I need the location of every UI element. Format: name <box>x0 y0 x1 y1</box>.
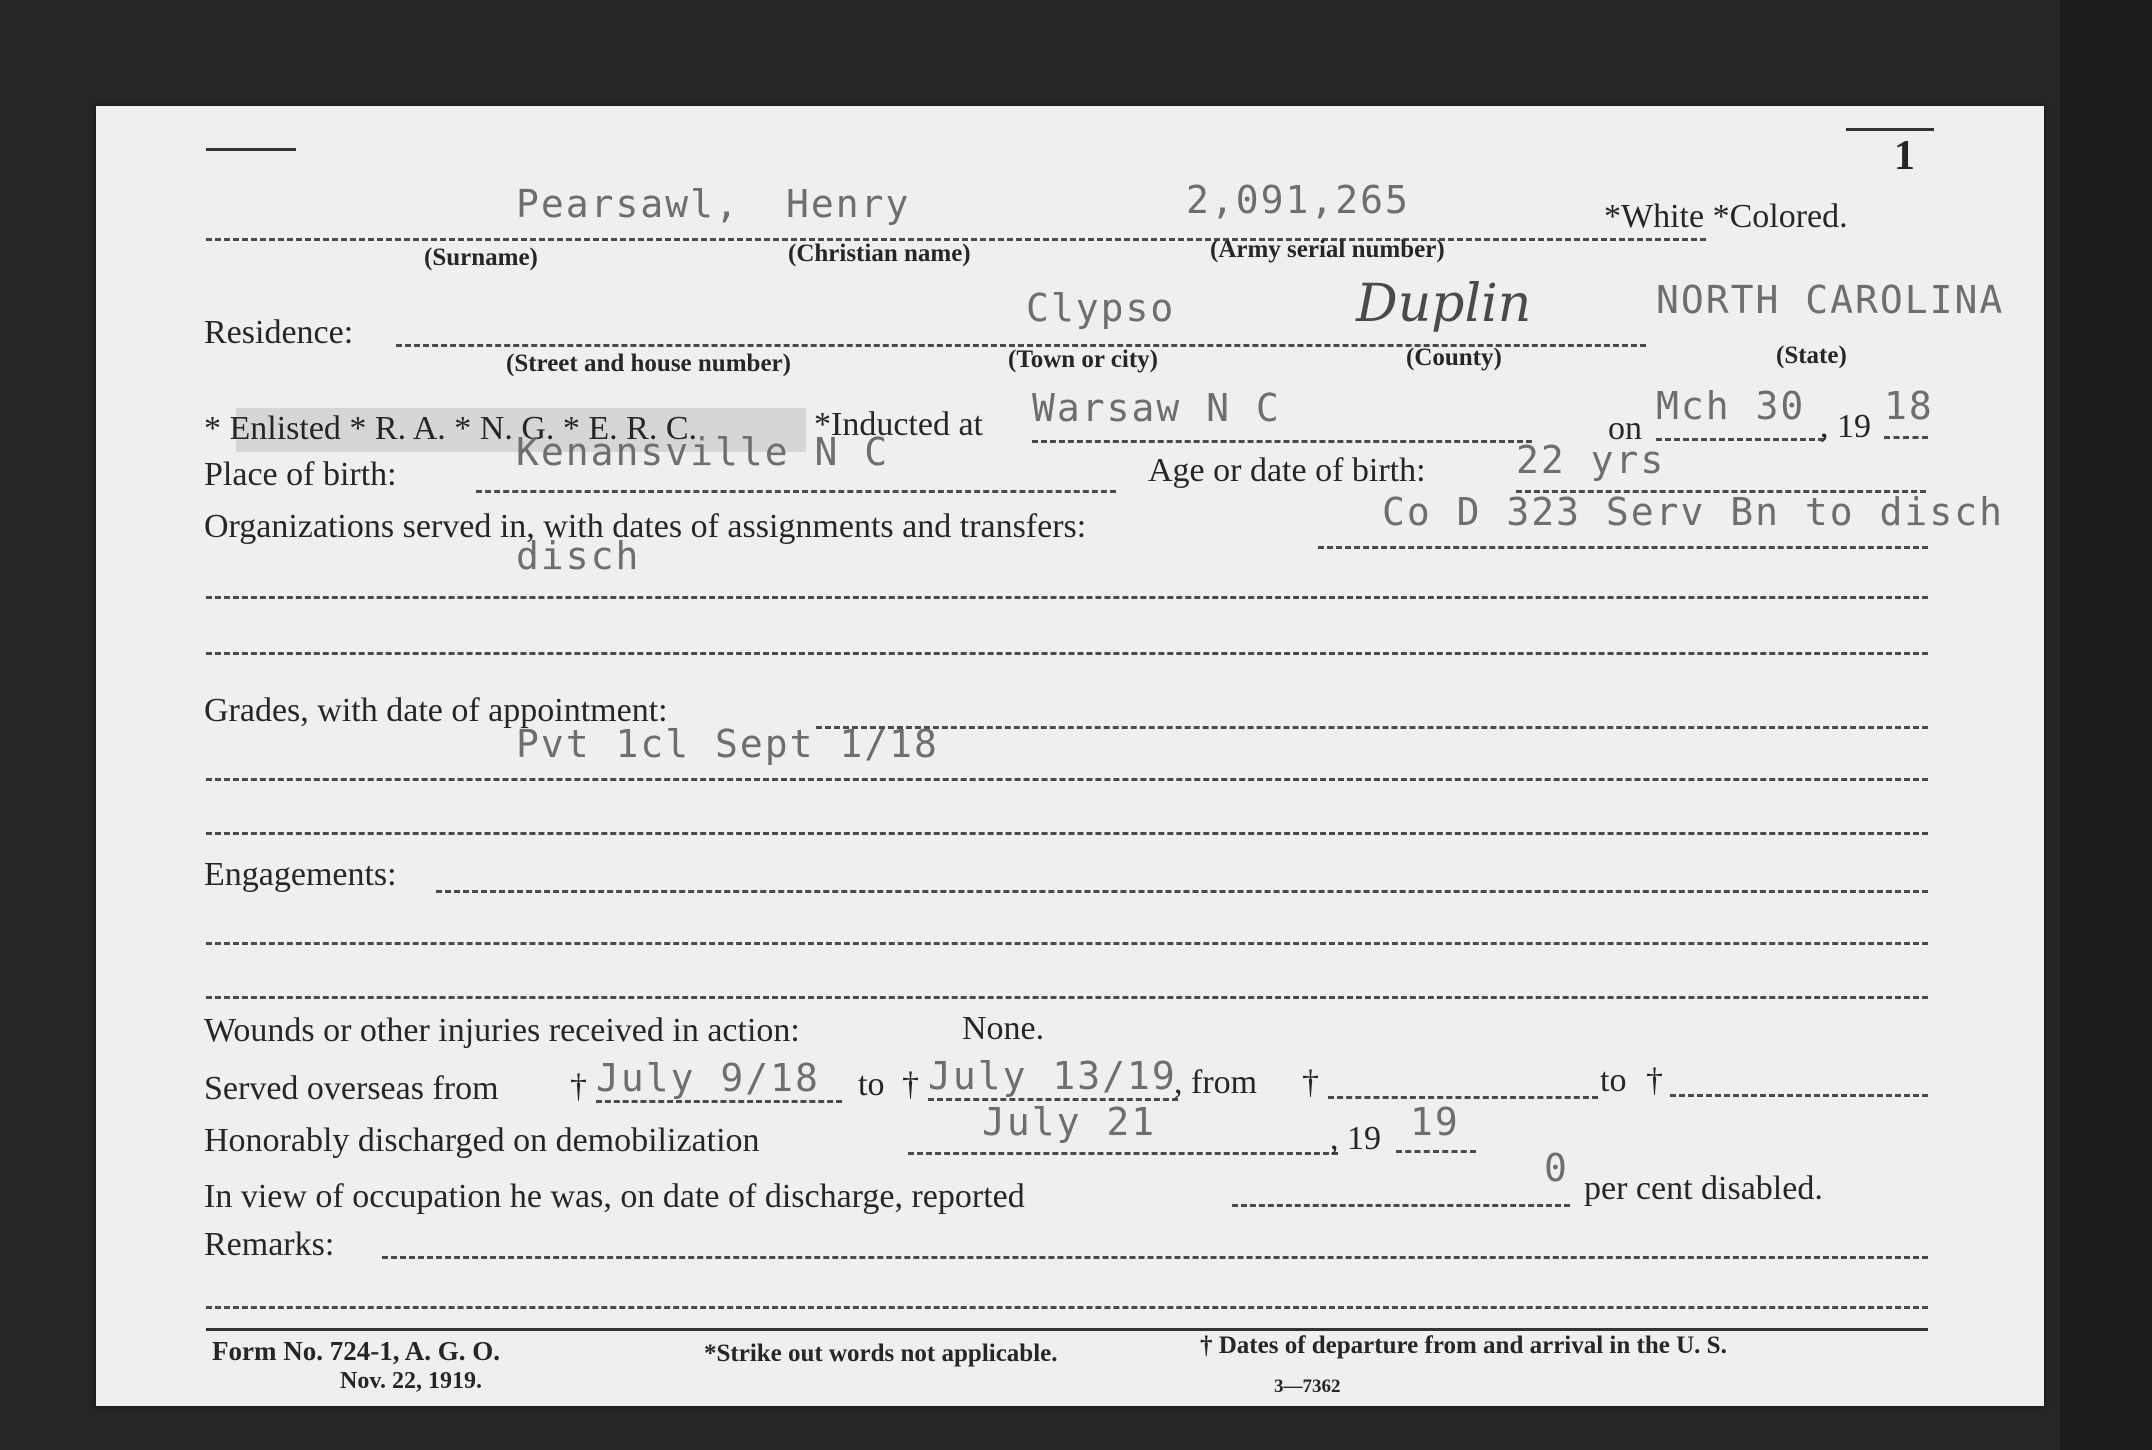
overseas-to-2-line <box>1670 1094 1928 1097</box>
wounds-label: Wounds or other injuries received in action: <box>204 1012 800 1049</box>
induction-year-value: 18 <box>1884 384 1934 428</box>
age-label: Age or date of birth: <box>1148 452 1426 489</box>
overseas-dagger-4: † <box>1646 1062 1663 1099</box>
footer-rule <box>206 1328 1928 1331</box>
induction-year-line <box>1884 436 1928 439</box>
inducted-label: *Inducted at <box>814 406 983 443</box>
discharge-year-value: 19 <box>1410 1100 1460 1144</box>
state-caption: (State) <box>1776 342 1847 369</box>
christian-name-value: Henry <box>786 182 911 226</box>
disability-value: 0 <box>1544 1146 1569 1190</box>
organizations-label: Organizations served in, with dates of assignments and transfers: <box>204 508 1087 545</box>
town-caption: (Town or city) <box>1008 346 1158 373</box>
form-number: Form No. 724-1, A. G. O. <box>212 1336 500 1366</box>
inducted-line <box>1032 440 1532 443</box>
overseas-from-value: July 9/18 <box>596 1056 820 1100</box>
overseas-label: Served overseas from <box>204 1070 499 1107</box>
on-label: on <box>1608 410 1642 447</box>
street-caption: (Street and house number) <box>506 350 791 377</box>
engagements-line-2 <box>206 942 1928 945</box>
disability-label: In view of occupation he was, on date of discharge, reported <box>204 1178 1025 1215</box>
overseas-from-line <box>596 1100 842 1103</box>
grades-line-2 <box>206 778 1928 781</box>
wounds-value: None. <box>962 1010 1045 1047</box>
strike-note: *Strike out words not applicable. <box>704 1340 1058 1367</box>
print-code: 3—7362 <box>1274 1376 1341 1397</box>
background-edge <box>2060 0 2152 1450</box>
remarks-line-2 <box>206 1306 1928 1309</box>
organizations-value: Co D 323 Serv Bn to disch <box>1382 490 2004 534</box>
induction-year-prefix: , 19 <box>1820 408 1871 445</box>
serial-number-value: 2,091,265 <box>1186 178 1410 222</box>
top-right-rule <box>1846 128 1934 131</box>
overseas-to-value: July 13/19 <box>928 1054 1177 1098</box>
enlisted-options: * Enlisted * R. A. * N. G. * E. R. C. <box>204 410 698 447</box>
overseas-dagger-1: † <box>570 1068 587 1105</box>
surname-caption: (Surname) <box>424 244 538 271</box>
engagements-line-3 <box>206 996 1928 999</box>
discharge-date-value: July 21 <box>982 1100 1157 1144</box>
overseas-from-2-label: , from <box>1174 1064 1258 1101</box>
birth-place-value: Kenansville N C <box>516 430 890 474</box>
serial-caption: (Army serial number) <box>1210 236 1445 263</box>
discharge-date-line <box>908 1152 1338 1155</box>
card-number: 1 <box>1894 133 1915 179</box>
birth-place-label: Place of birth: <box>204 456 397 493</box>
grades-line-1 <box>816 726 1928 729</box>
service-record-card <box>96 106 2044 1406</box>
top-left-rule <box>206 148 296 151</box>
town-value: Clypso <box>1026 286 1176 330</box>
surname-value: Pearsawl, <box>516 182 740 226</box>
overseas-to-label: to <box>858 1066 885 1103</box>
grades-value: Pvt 1cl Sept 1/18 <box>516 722 939 766</box>
county-value: Duplin <box>1356 274 1532 334</box>
state-value: NORTH CAROLINA <box>1656 278 2005 322</box>
organizations-line-3 <box>206 652 1928 655</box>
disability-line <box>1232 1204 1570 1207</box>
discharge-year-line <box>1396 1150 1476 1153</box>
discharge-label: Honorably discharged on demobilization <box>204 1122 760 1159</box>
dagger-note: † Dates of departure from and arrival in the U. S. <box>1200 1332 1727 1359</box>
induction-date-line <box>1656 438 1824 441</box>
overseas-to-2-label: to <box>1600 1062 1627 1099</box>
race-options: *White *Colored. <box>1604 198 1848 235</box>
disability-suffix: per cent disabled. <box>1584 1170 1823 1207</box>
engagements-label: Engagements: <box>204 856 397 893</box>
induction-date-value: Mch 30 <box>1656 384 1806 428</box>
engagements-line-1 <box>436 890 1928 893</box>
overseas-dagger-3: † <box>1302 1064 1319 1101</box>
remarks-line-1 <box>382 1256 1928 1259</box>
christian-caption: (Christian name) <box>788 240 971 267</box>
organizations-continued: disch <box>516 534 641 578</box>
overseas-dagger-2: † <box>902 1066 919 1103</box>
grades-label: Grades, with date of appointment: <box>204 692 668 729</box>
organizations-line-1 <box>1318 546 1928 549</box>
overseas-from-2-line <box>1328 1096 1598 1099</box>
birth-place-line <box>476 490 1116 493</box>
form-date: Nov. 22, 1919. <box>340 1368 483 1394</box>
age-value: 22 yrs <box>1516 438 1666 482</box>
organizations-line-2 <box>206 596 1928 599</box>
grades-line-3 <box>206 832 1928 835</box>
remarks-label: Remarks: <box>204 1226 335 1263</box>
inducted-at-value: Warsaw N C <box>1032 386 1281 430</box>
discharge-year-prefix: , 19 <box>1330 1120 1381 1157</box>
county-caption: (County) <box>1406 344 1502 371</box>
residence-label: Residence: <box>204 314 354 351</box>
